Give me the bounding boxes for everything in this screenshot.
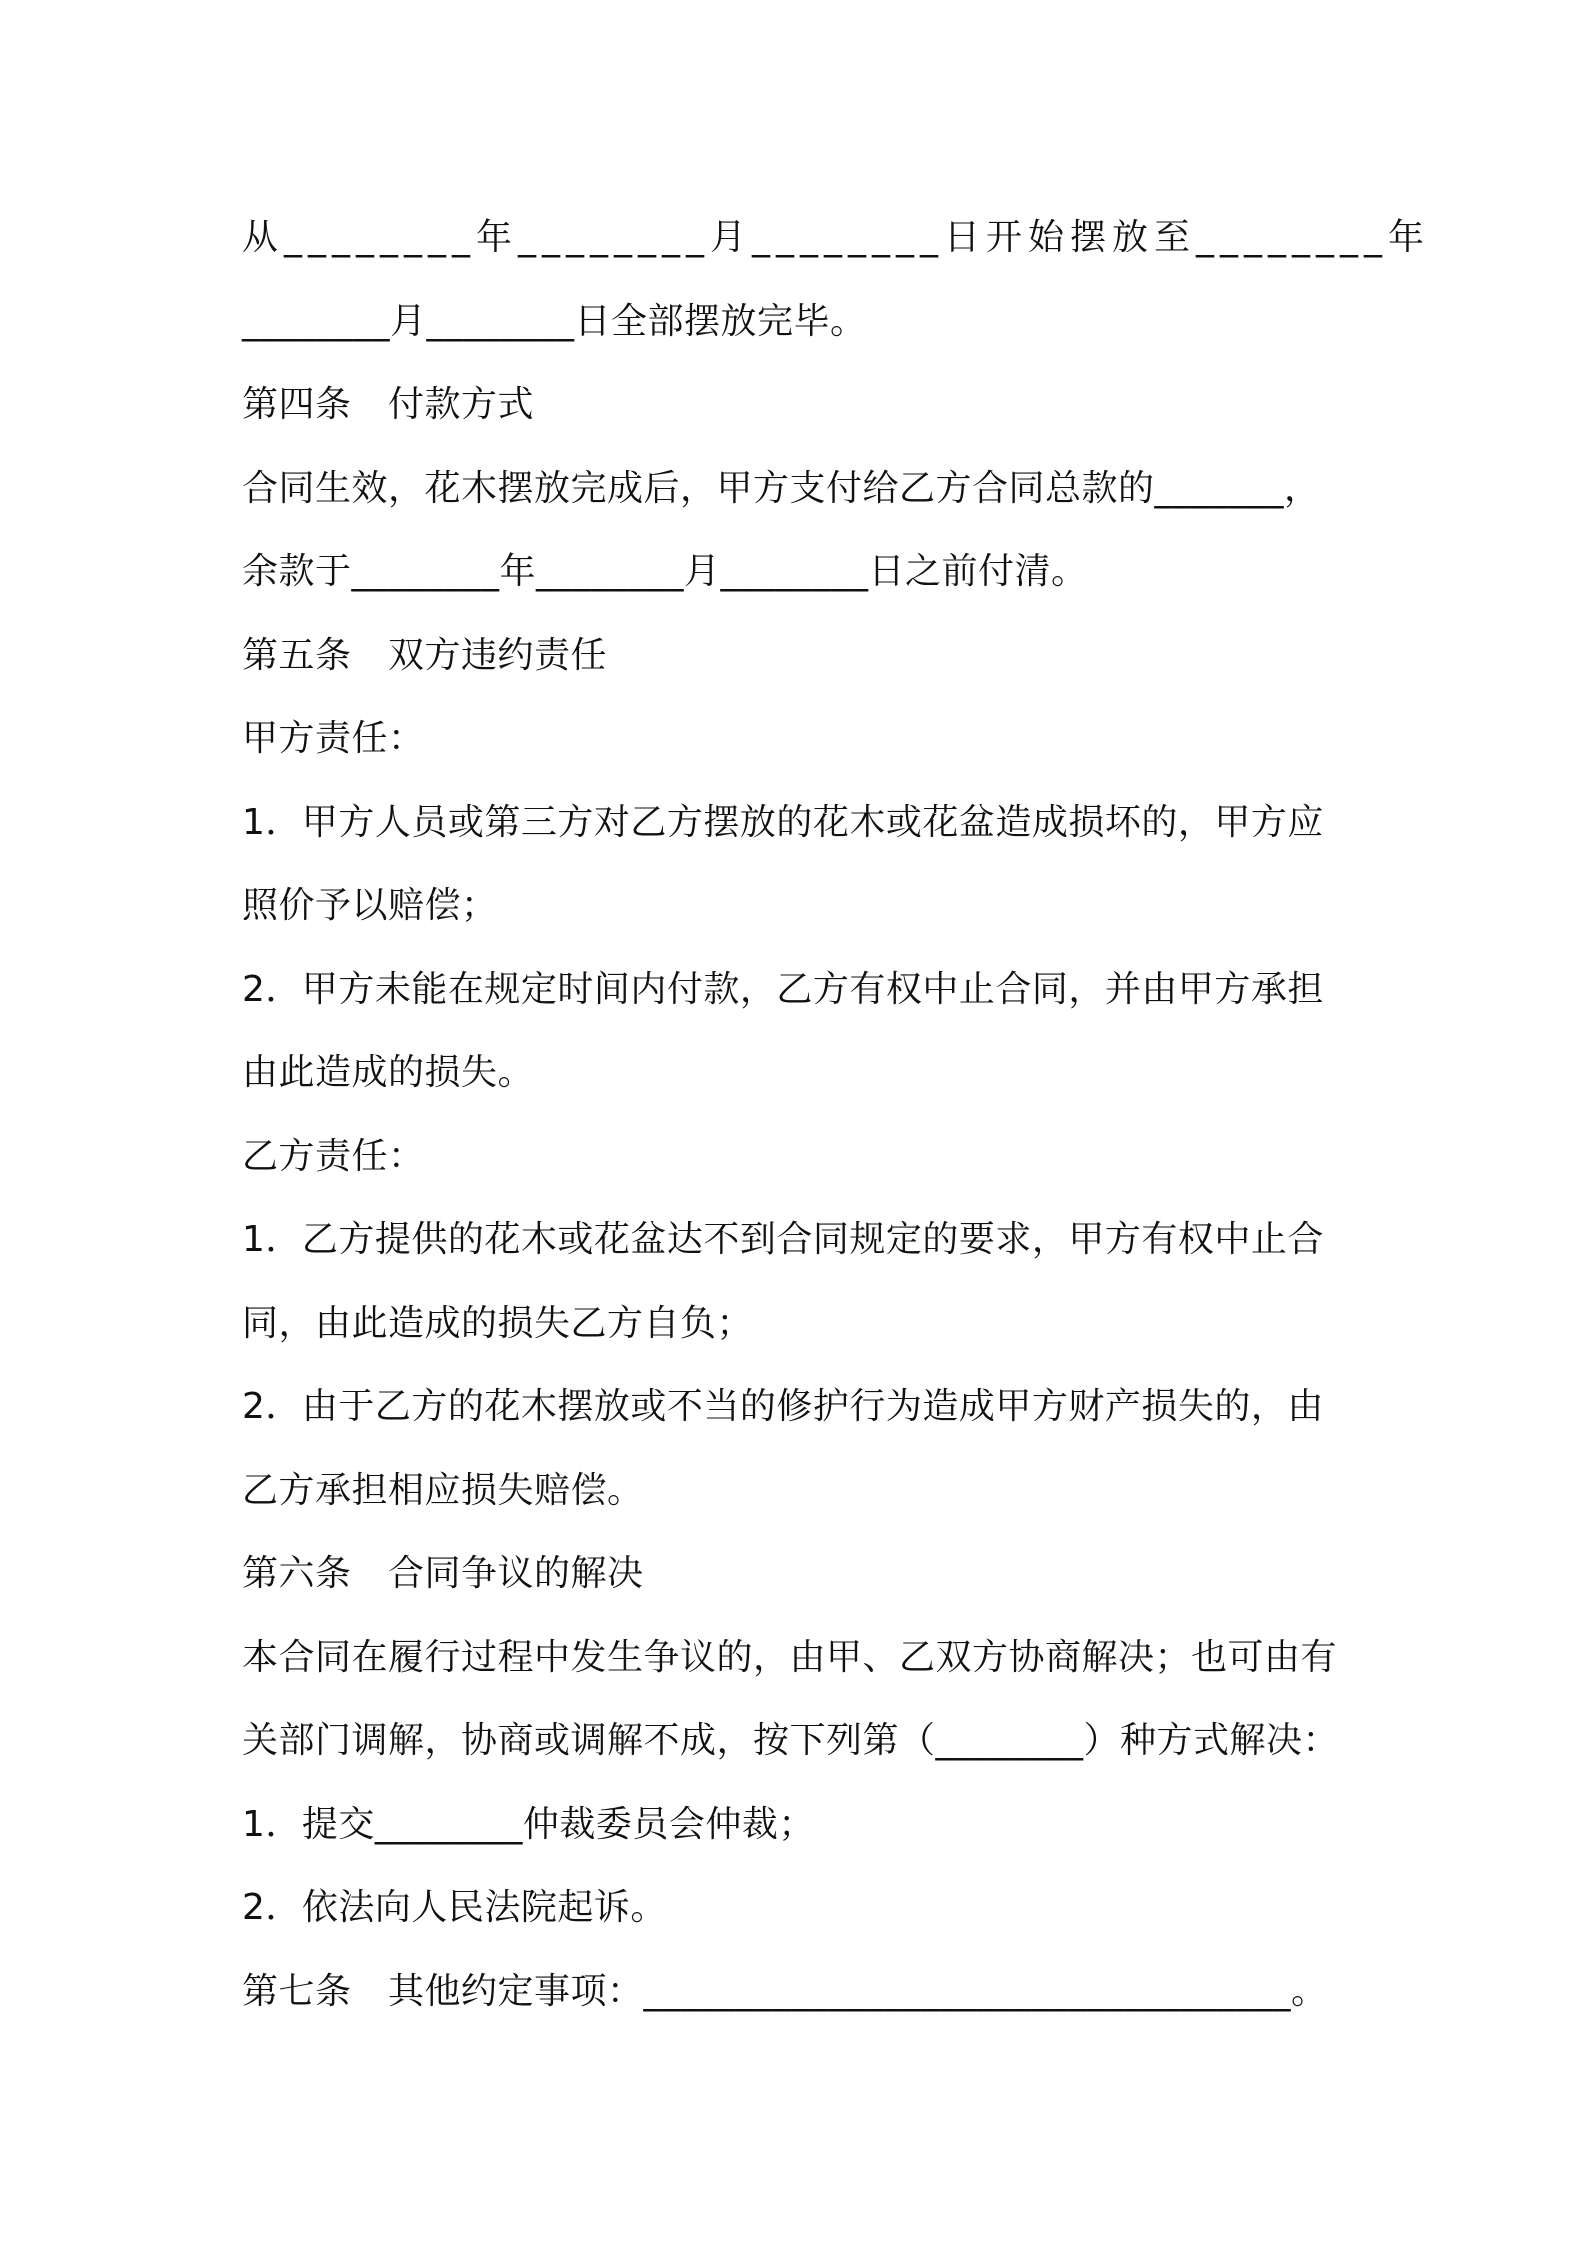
text-line: 乙方责任： bbox=[242, 1135, 425, 1177]
section-heading: 第七条 其他约定事项：___________________________________。 bbox=[242, 1970, 1328, 2012]
text-line: 同，由此造成的损失乙方自负； bbox=[242, 1302, 754, 1344]
section-heading: 第五条 双方违约责任 bbox=[242, 634, 608, 676]
section-heading: 第四条 付款方式 bbox=[242, 384, 535, 425]
text-line: 合同生效，花木摆放完成后，甲方支付给乙方合同总款的_______， bbox=[242, 467, 1321, 509]
text-line: 由此造成的损失。 bbox=[242, 1052, 535, 1093]
document-body bbox=[242, 196, 1431, 2033]
text-line: 照价予以赔偿； bbox=[242, 885, 498, 926]
text-line: 甲方责任： bbox=[242, 718, 425, 759]
text-line: 从________年________月________日开始摆放至________年 bbox=[242, 217, 1431, 258]
text-line: ________月________日全部摆放完毕。 bbox=[242, 300, 867, 342]
text-line: 1．提交________仲裁委员会仲裁； bbox=[242, 1803, 815, 1845]
text-line: 2．由于乙方的花木摆放或不当的修护行为造成甲方财产损失的，由 bbox=[242, 1386, 1324, 1427]
text-line: 1．甲方人员或第三方对乙方摆放的花木或花盆造成损坏的，甲方应 bbox=[242, 801, 1324, 843]
text-line: 1．乙方提供的花木或花盆达不到合同规定的要求，甲方有权中止合 bbox=[242, 1219, 1324, 1260]
text-line: 乙方承担相应损失赔偿。 bbox=[242, 1469, 644, 1511]
section-heading: 第六条 合同争议的解决 bbox=[242, 1553, 644, 1594]
text-line: 余款于________年________月________日之前付清。 bbox=[242, 551, 1088, 592]
text-line: 本合同在履行过程中发生争议的，由甲、乙双方协商解决；也可由有 bbox=[242, 1636, 1338, 1678]
text-line: 2．甲方未能在规定时间内付款，乙方有权中止合同，并由甲方承担 bbox=[242, 968, 1324, 1010]
text-line: 关部门调解，协商或调解不成，按下列第（________）种方式解决： bbox=[242, 1720, 1340, 1761]
text-line: 2．依法向人民法院起诉。 bbox=[242, 1887, 667, 1928]
